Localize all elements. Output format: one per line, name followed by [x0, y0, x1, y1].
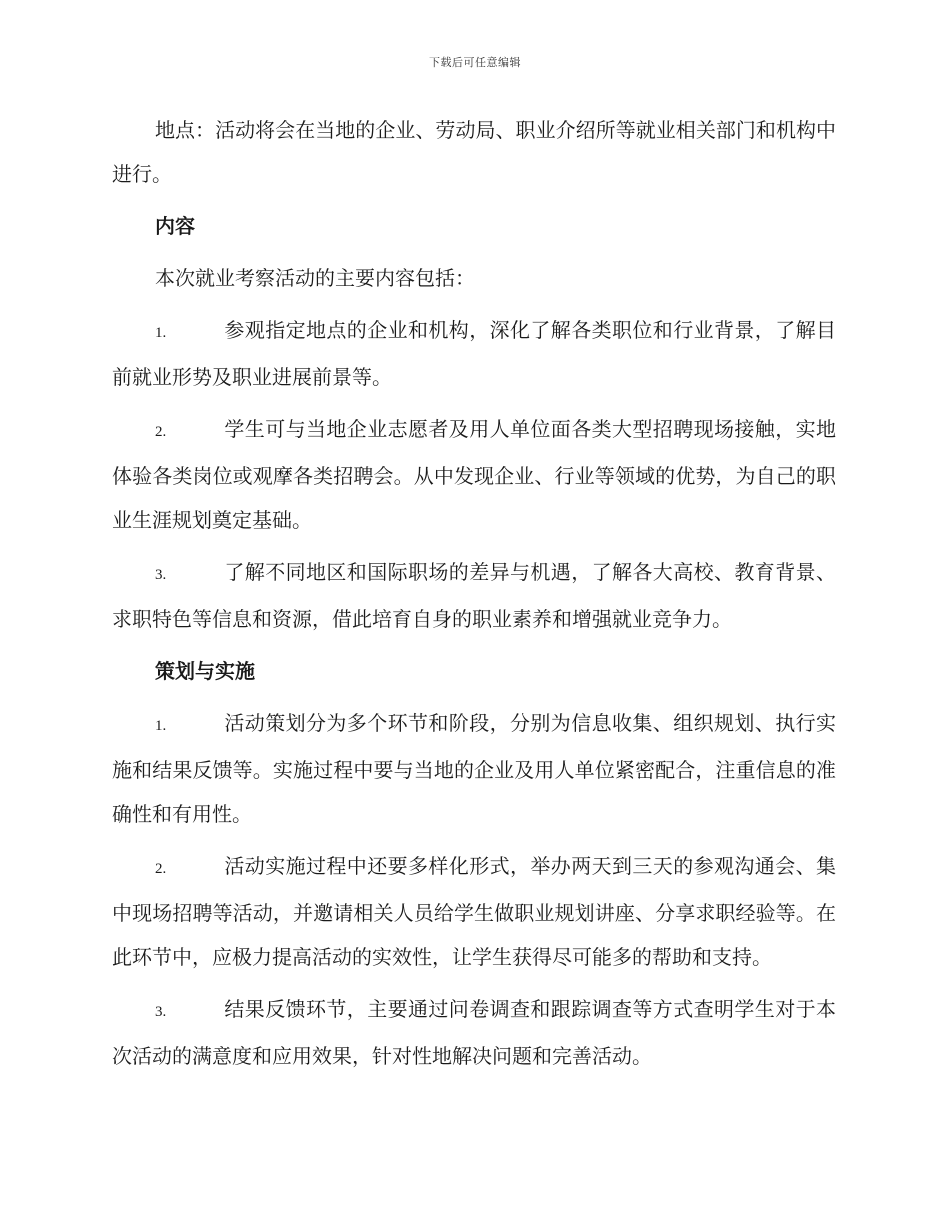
list-number: 2. — [155, 424, 167, 440]
document-body — [112, 108, 836, 1086]
list-number: 1. — [155, 325, 167, 341]
list-number: 2. — [155, 861, 167, 877]
content-list-item — [112, 407, 836, 542]
list-item-text: 参观指定地点的企业和机构，深化了解各类职位和行业背景，了解目前就业形势及职业进展前景等。 — [112, 318, 836, 389]
list-item-text: 了解不同地区和国际职场的差异与机遇，了解各大高校、教育背景、求职特色等信息和资源，借此培育自身的职业素养和增强就业竞争力。 — [112, 560, 836, 631]
list-item-text: 结果反馈环节，主要通过问卷调查和跟踪调查等方式查明学生对于本次活动的满意度和应用效果，针对性地解决问题和完善活动。 — [112, 997, 836, 1068]
list-item-text: 活动实施过程中还要多样化形式，举办两天到三天的参观沟通会、集中现场招聘等活动，并邀请相关人员给学生做职业规划讲座、分享求职经验等。在此环节中，应极力提高活动的实效性，让学生获得尽可能多的帮助和支持。 — [112, 854, 836, 969]
location-paragraph: 地点：活动将会在当地的企业、劳动局、职业介绍所等就业相关部门和机构中进行。 — [112, 118, 836, 186]
page-header: 下载后可任意编辑 — [429, 56, 521, 69]
list-number: 3. — [155, 1004, 167, 1020]
content-list-item — [112, 308, 836, 399]
list-number: 3. — [155, 567, 167, 583]
section-heading-plan: 策划与实施 — [155, 659, 255, 683]
plan-list-item — [112, 701, 836, 836]
list-item-text: 活动策划分为多个环节和阶段，分别为信息收集、组织规划、执行实施和结果反馈等。实施过程中要与当地的企业及用人单位紧密配合，注重信息的准确性和有用性。 — [112, 711, 836, 826]
plan-list-item — [112, 987, 836, 1078]
plan-list-item — [112, 844, 836, 979]
list-number: 1. — [155, 718, 167, 734]
list-item-text: 学生可与当地企业志愿者及用人单位面各类大型招聘现场接触，实地体验各类岗位或观摩各类招聘会。从中发现企业、行业等领域的优势，为自己的职业生涯规划奠定基础。 — [112, 417, 836, 532]
content-intro: 本次就业考察活动的主要内容包括： — [155, 266, 475, 290]
section-heading-content: 内容 — [155, 214, 195, 238]
content-list-item — [112, 550, 836, 641]
